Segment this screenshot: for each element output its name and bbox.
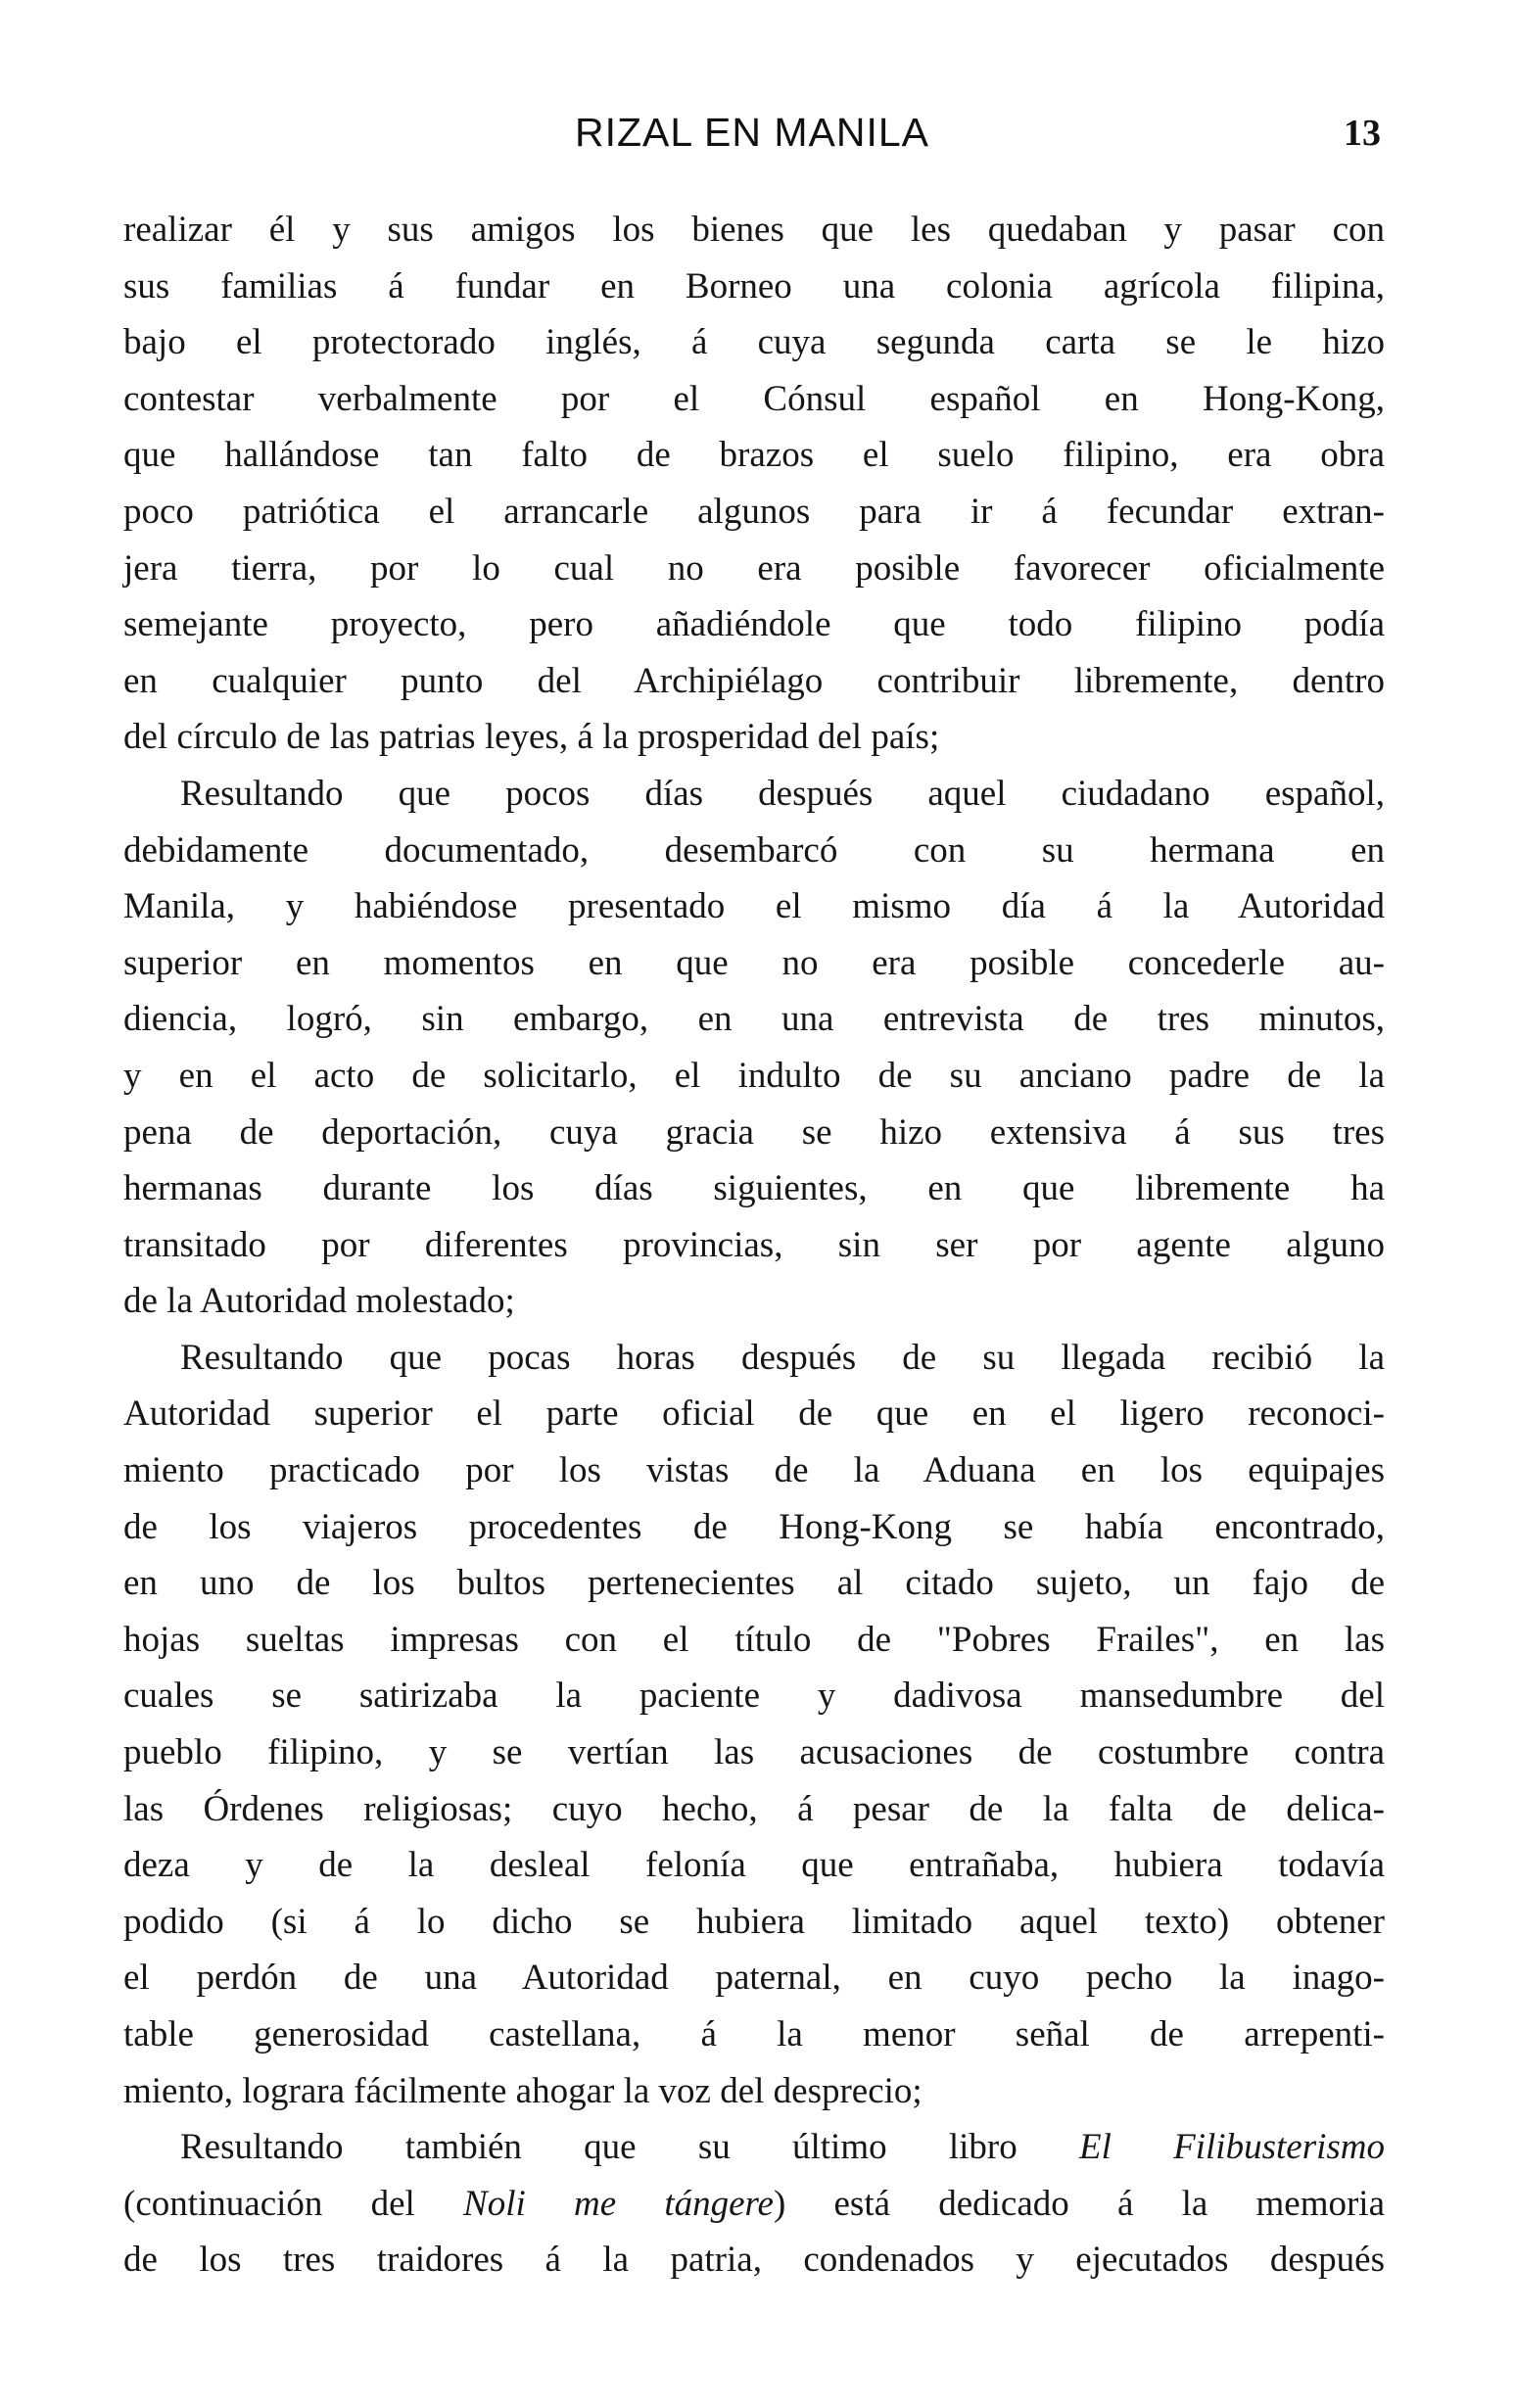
text-line: miento, lograra fácilmente ahogar la voz del desprecio; (123, 2070, 923, 2111)
text-line: en uno de los bultos pertenecientes al citado sujeto, un fajo de (123, 1563, 1385, 1604)
text-line: hermanas durante los días siguientes, en que libremente ha (123, 1168, 1385, 1209)
text-line: que hallándose tan falto de brazos el suelo filipino, era obra (123, 435, 1385, 476)
text-line: sus familias á fundar en Borneo una colonia agrícola filipina, (123, 265, 1385, 307)
text-line: realizar él y sus amigos los bienes que les quedaban y pasar con (123, 210, 1385, 250)
text-line: debidamente documentado, desembarcó con su hermana en (123, 829, 1385, 871)
text-line: Resultando que pocos días después aquel ciudadano español, (180, 773, 1385, 814)
text-line: diencia, logró, sin embargo, en una entrevista de tres minutos, (123, 999, 1385, 1040)
text-line: bajo el protectorado inglés, á cuya segunda carta se le hizo (123, 322, 1385, 363)
text-line: pena de deportación, cuya gracia se hizo extensiva á sus tres (123, 1111, 1385, 1153)
running-head (123, 110, 1381, 168)
text-line (123, 2176, 1385, 2233)
text-run: Resultando también que su último libro (180, 2127, 1017, 2168)
text-run: (continuación del (123, 2183, 415, 2224)
running-title: RIZAL EN MANILA (574, 110, 930, 155)
book-title-italic: El Filibusterismo (1079, 2127, 1385, 2168)
text-line: y en el acto de solicitarlo, el indulto de su anciano padre de la (123, 1055, 1385, 1096)
text-line (123, 2119, 1385, 2176)
text-line: podido (si á lo dicho se hubiera limitado aquel texto) obtener (123, 1901, 1385, 1942)
text-line: Resultando que pocas horas después de su llegada recibió la (180, 1337, 1385, 1378)
text-line: superior en momentos en que no era posible concederle au- (123, 942, 1385, 983)
text-line: de los viajeros procedentes de Hong-Kong se había encontrado, (123, 1506, 1385, 1547)
page-number: 13 (1344, 113, 1381, 154)
text-line: jera tierra, por lo cual no era posible favorecer oficialmente (123, 547, 1385, 589)
text-line: hojas sueltas impresas con el título de "Pobres Frailes", en las (123, 1619, 1385, 1660)
text-line: de la Autoridad molestado; (123, 1281, 515, 1322)
text-line: table generosidad castellana, á la menor señal de arrepenti- (123, 2014, 1385, 2054)
text-line: pueblo filipino, y se vertían las acusaciones de costumbre contra (123, 1732, 1385, 1773)
text-line: contestar verbalmente por el Cónsul español en Hong-Kong, (123, 378, 1385, 419)
text-line: poco patriótica el arrancarle algunos para ir á fecundar extran- (123, 491, 1385, 532)
text-line: deza y de la desleal felonía que entrañaba, hubiera todavía (123, 1845, 1385, 1886)
text-line: miento practicado por los vistas de la Aduana en los equipajes (123, 1450, 1385, 1491)
text-line: el perdón de una Autoridad paternal, en cuyo pecho la inago- (123, 1958, 1385, 1999)
text-line: transitado por diferentes provincias, sin ser por agente alguno (123, 1224, 1385, 1265)
book-title-italic: Noli me tángere (463, 2183, 774, 2224)
text-line: en cualquier punto del Archipiélago contribuir libremente, dentro (123, 660, 1385, 701)
text-line: cuales se satirizaba la paciente y dadivosa mansedumbre del (123, 1676, 1385, 1717)
text-run: ) está dedicado á la memoria (773, 2183, 1386, 2224)
text-line: Manila, y habiéndose presentado el mismo día á la Autoridad (123, 886, 1385, 927)
text-line: las Órdenes religiosas; cuyo hecho, á pesar de la falta de delica- (123, 1788, 1385, 1829)
body-text (123, 202, 1385, 2289)
text-line: Autoridad superior el parte oficial de que en el ligero reconoci- (123, 1393, 1385, 1435)
text-line: semejante proyecto, pero añadiéndole que todo filipino podía (123, 604, 1385, 645)
text-line: de los tres traidores á la patria, condenados y ejecutados después (123, 2240, 1385, 2281)
text-line: del círculo de las patrias leyes, á la prosperidad del país; (123, 717, 940, 758)
